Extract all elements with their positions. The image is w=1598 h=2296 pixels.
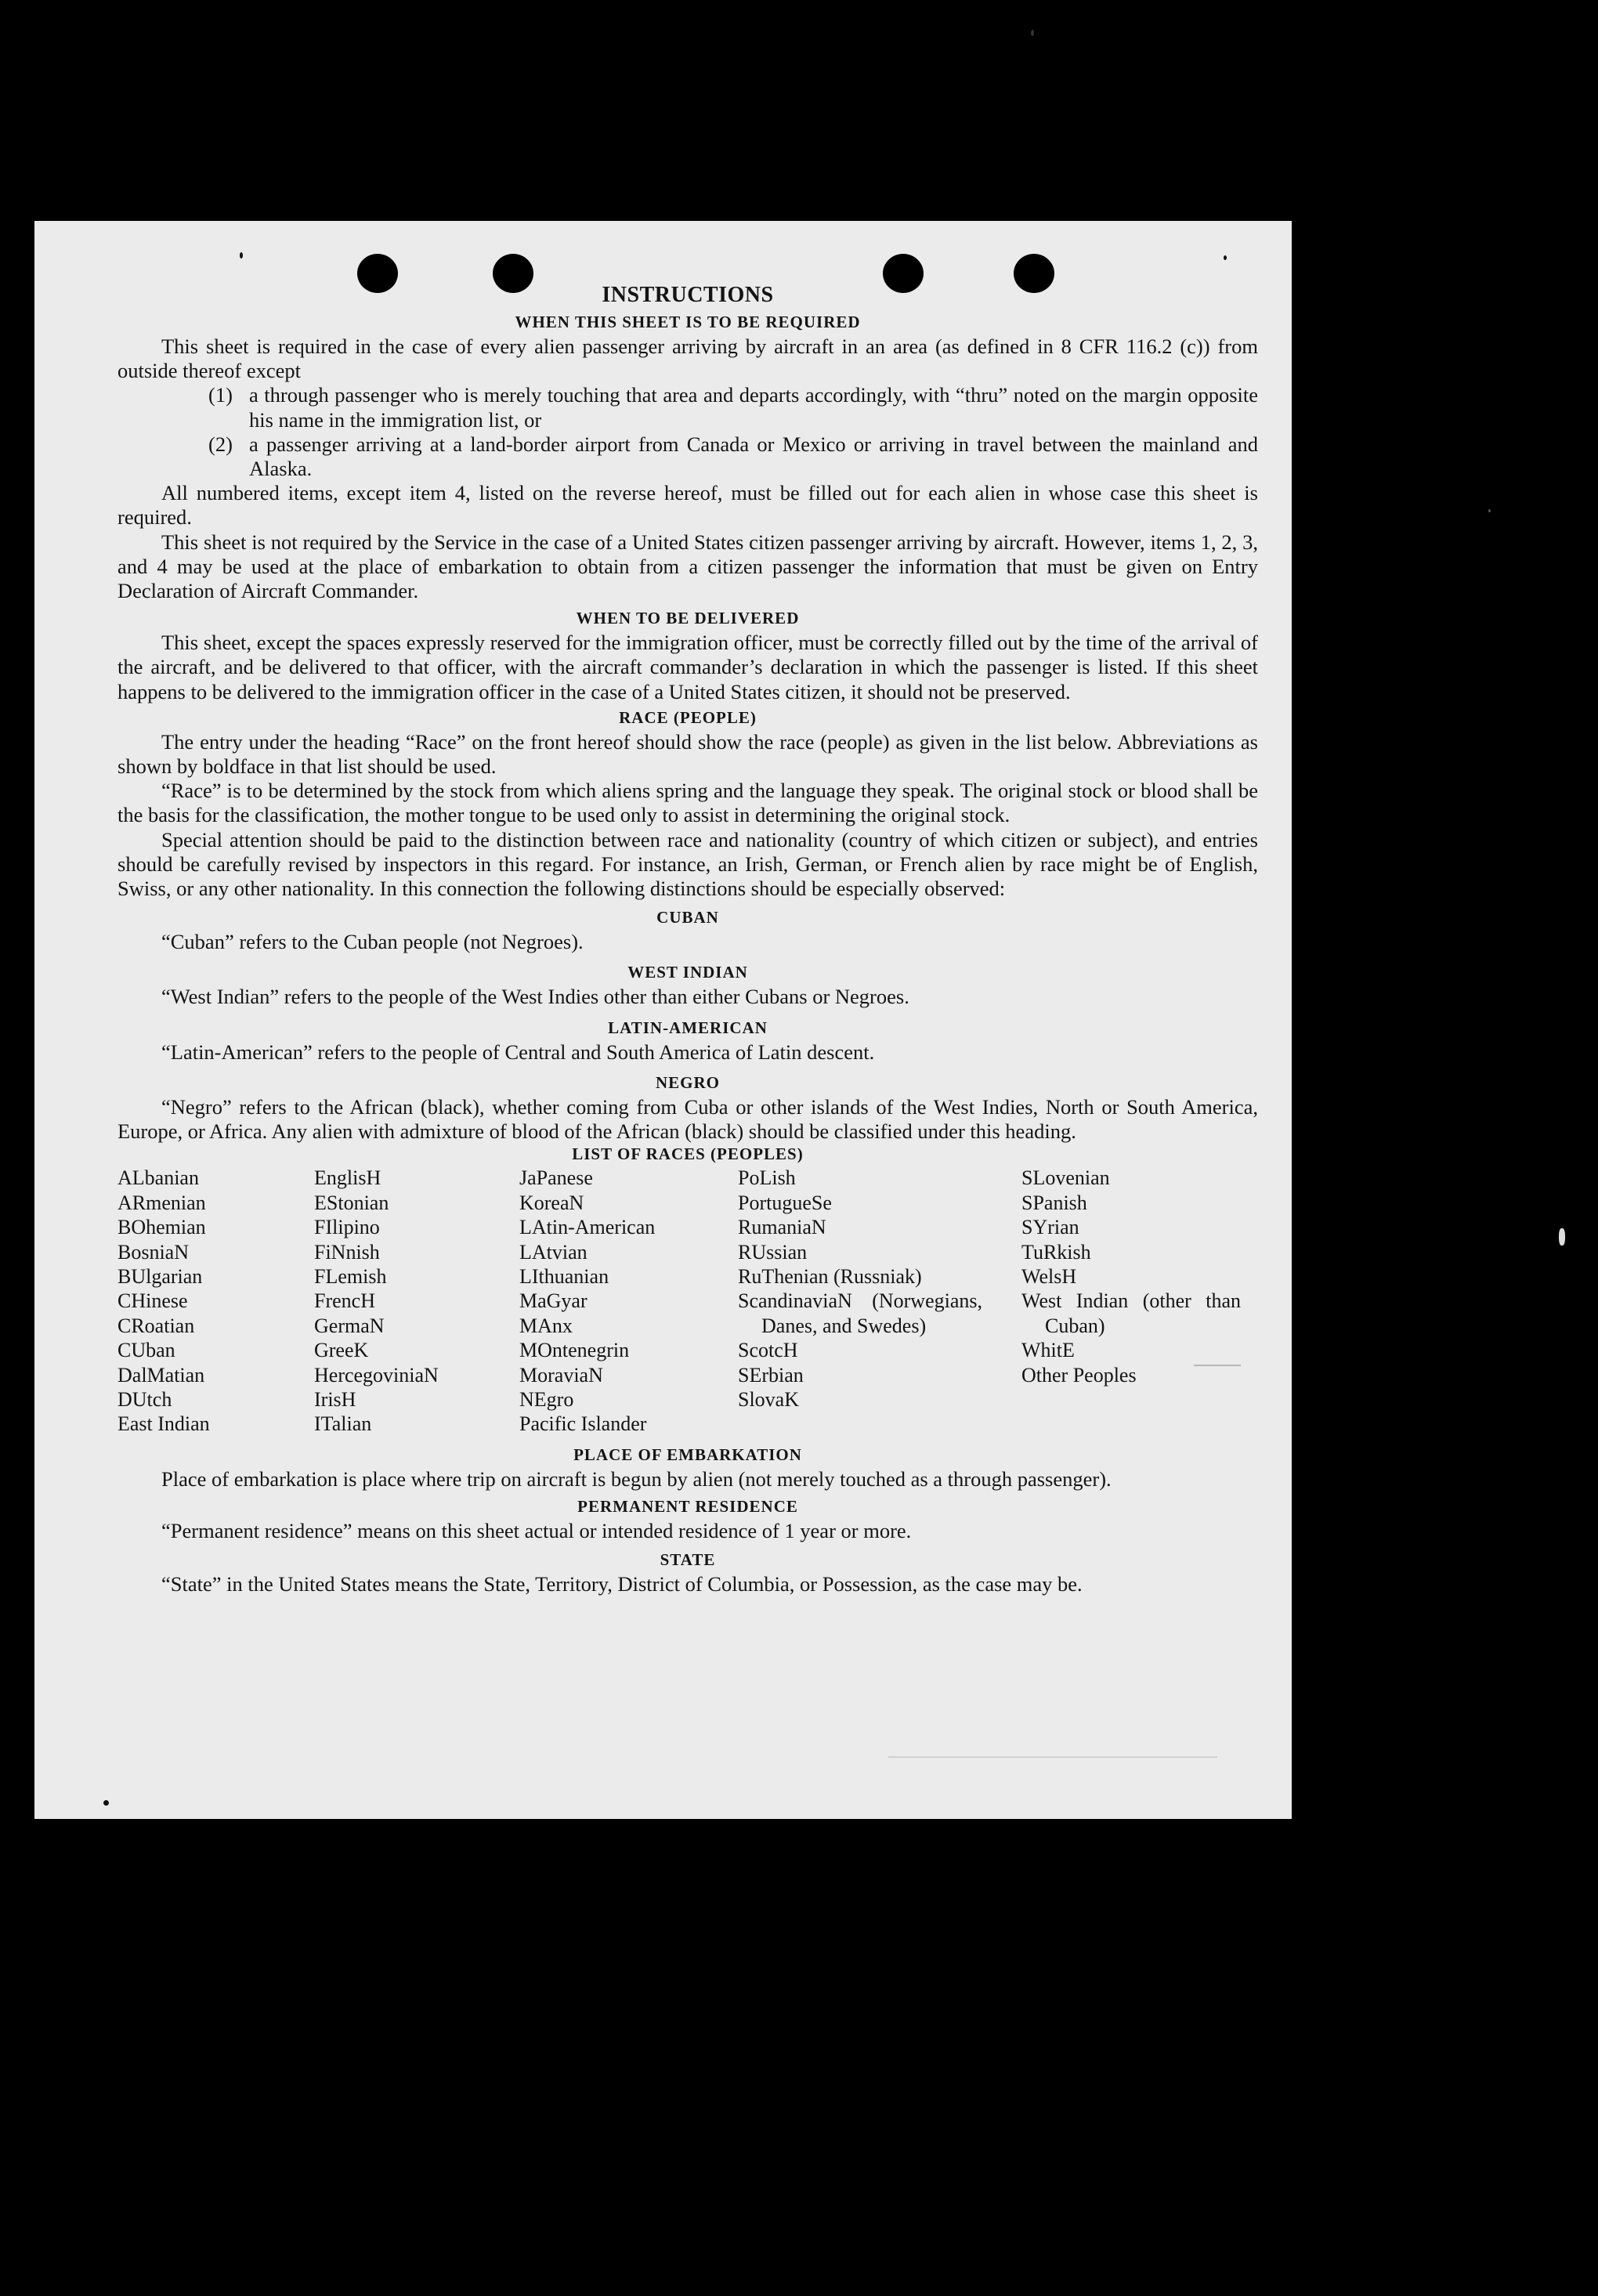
heading-negro: NEGRO [655,1072,720,1092]
heading-state: STATE [660,1550,716,1570]
list-item: WelsH [1021,1264,1077,1288]
list-item: GreeK [314,1339,369,1362]
paragraph-permanent-residence: “Permanent residence” means on this sheet actual or intended residence of 1 year or more. [161,1518,912,1542]
exception-number: (2) [208,432,233,456]
list-item: SlovaK [738,1387,799,1411]
list-item: RUssian [738,1240,808,1264]
list-item: ITalian [314,1412,372,1436]
paragraph-negro: “Negro” refers to the African (black), whether coming from Cuba or other islands of the West Indies, North or South America, Europe, or Africa. Any alien with admixture of blood of the African (black) should be classified under this heading. [118,1094,1258,1144]
list-item: Pacific Islander [519,1412,647,1436]
list-item: LAtin-American [519,1216,656,1239]
races-column-3 [519,1166,738,1436]
list-item: MAnx [519,1314,573,1337]
list-item: West Indian (other than Cuban) [1021,1289,1241,1337]
list-item: CHinese [118,1289,188,1313]
list-item: PortugueSe [738,1191,832,1214]
heading-embarkation: PLACE OF EMBARKATION [573,1444,802,1464]
paragraph-state: “State” in the United States means the State, Territory, District of Columbia, or Possession, as the case may be. [161,1572,1083,1596]
speck [103,1800,109,1806]
heading-list-of-races: LIST OF RACES (PEOPLES) [572,1144,804,1164]
paragraph-west-indian: “West Indian” refers to the people of the West Indies other than either Cubans or Negroes. [161,985,909,1009]
list-item: FrencH [314,1289,375,1313]
paragraph-citizen-note: This sheet is not required by the Service in the case of a United States citizen passenger arriving by aircraft. However, items 1, 2, 3, and 4 may be used at the place of embarkation to obtain from a citizen passenger the information that must be given on Entry Declaration of Aircraft Commander. [118,530,1258,603]
heading-race: RACE (PEOPLE) [619,707,757,727]
paragraph-intro: This sheet is required in the case of every alien passenger arriving by aircraft in an area (as defined in 8 CFR 116.2 (c)) from outside thereof except [118,334,1258,383]
heading-cuban: CUBAN [656,908,719,927]
races-column-1 [118,1166,314,1436]
list-item: ScotcH [738,1339,798,1362]
list-item: NEgro [519,1387,574,1411]
paragraph-numbered-items: All numbered items, except item 4, listed on the reverse hereof, must be filled out for each alien in whose case this sheet is required. [118,481,1258,530]
heading-west-indian: WEST INDIAN [627,963,748,982]
races-column-5 [1021,1166,1258,1436]
speck [1488,509,1491,512]
list-item: BOhemian [118,1216,206,1239]
list-item: MaGyar [519,1289,588,1313]
list-item: CUban [118,1339,175,1362]
exception-item [118,432,1258,481]
exception-number: (1) [208,383,233,407]
list-item: ScandinaviaN (Norwegians, Danes, and Swedes) [738,1289,982,1337]
list-item: HercegoviniaN [314,1363,439,1387]
speck [240,252,243,259]
list-item: FiNnish [314,1240,380,1264]
heading-when-required: WHEN THIS SHEET IS TO BE REQUIRED [515,313,861,331]
list-item: SErbian [738,1363,804,1387]
page-title: INSTRUCTIONS [602,283,774,307]
heading-when-delivered: WHEN TO BE DELIVERED [576,609,800,628]
list-item: SLovenian [1021,1166,1110,1190]
list-item: Other Peoples [1021,1363,1137,1387]
list-item: MOntenegrin [519,1339,630,1362]
bleed-through-line [888,1756,1217,1758]
list-item: ALbanian [118,1166,199,1190]
list-item: IrisH [314,1387,356,1411]
list-item: BosniaN [118,1240,189,1264]
speck [1224,255,1227,260]
list-item: PoLish [738,1166,796,1190]
paragraph-race-3: Special attention should be paid to the distinction between race and nationality (country of which citizen or subject), and entries should be carefully revised by inspectors in this regard. For instance, an Irish, German, or French alien by race might be of English, Swiss, or any other nationality. In this connection the following distinctions should be especially observed: [118,827,1258,901]
paragraph-embarkation: Place of embarkation is place where trip on aircraft is begun by alien (not merely touched as a through passenger). [161,1466,1112,1491]
paragraph-cuban: “Cuban” refers to the Cuban people (not Negroes). [161,930,584,954]
list-item: TuRkish [1021,1240,1091,1264]
list-item: CRoatian [118,1314,195,1337]
instructions-text [118,282,1258,1596]
exception-item [118,383,1258,432]
races-list [118,1166,1258,1436]
list-item: WhitE [1021,1339,1075,1362]
list-item: SPanish [1021,1191,1087,1214]
list-item: ARmenian [118,1191,206,1214]
list-item: KoreaN [519,1191,584,1214]
exception-text: a through passenger who is merely touching that area and departs accordingly, with “thru” noted on the margin opposite his name in the immigration list, or [249,383,1258,432]
heading-latin-american: LATIN-AMERICAN [608,1018,768,1037]
paragraph-race-1: The entry under the heading “Race” on the front hereof should show the race (people) as given in the list below. Abbreviations as shown by boldface in that list should be used. [118,729,1258,779]
paragraph-race-2: “Race” is to be determined by the stock from which aliens spring and the language they speak. The original stock or blood shall be the basis for the classification, the mother tongue to be used only to assist in determining the original stock. [118,779,1258,827]
list-item: RumaniaN [738,1216,826,1239]
races-column-4 [738,1166,1021,1436]
list-item: BUlgarian [118,1264,203,1288]
list-item: LAtvian [519,1240,588,1264]
heading-permanent-residence: PERMANENT RESIDENCE [577,1496,798,1516]
document-page [34,221,1292,1819]
speck [1031,30,1034,36]
paragraph-when-delivered: This sheet, except the spaces expressly reserved for the immigration officer, must be correctly filled out by the time of the arrival of the aircraft, and be delivered to that officer, with the aircraft commander’s declaration in which the passenger is listed. If this sheet happens to be delivered to the immigration officer in the case of a United States citizen, it should not be preserved. [118,631,1258,703]
races-column-2 [314,1166,519,1436]
list-item: GermaN [314,1314,385,1337]
list-item: JaPanese [519,1166,593,1190]
exception-text: a passenger arriving at a land-border airport from Canada or Mexico or arriving in travel between the mainland and Alaska. [249,432,1258,481]
list-item: MoraviaN [519,1363,603,1387]
list-item: DalMatian [118,1363,205,1387]
list-item: LIthuanian [519,1264,609,1288]
list-item: SYrian [1021,1216,1079,1239]
list-item: EStonian [314,1191,389,1214]
list-item: FIlipino [314,1216,380,1239]
speck [1559,1228,1565,1246]
list-item: RuThenian (Russniak) [738,1264,922,1288]
paragraph-latin-american: “Latin-American” refers to the people of Central and South America of Latin descent. [161,1040,875,1064]
list-item: East Indian [118,1412,210,1436]
list-item: DUtch [118,1387,172,1411]
list-item: EnglisH [314,1166,381,1190]
list-item: FLemish [314,1264,387,1288]
